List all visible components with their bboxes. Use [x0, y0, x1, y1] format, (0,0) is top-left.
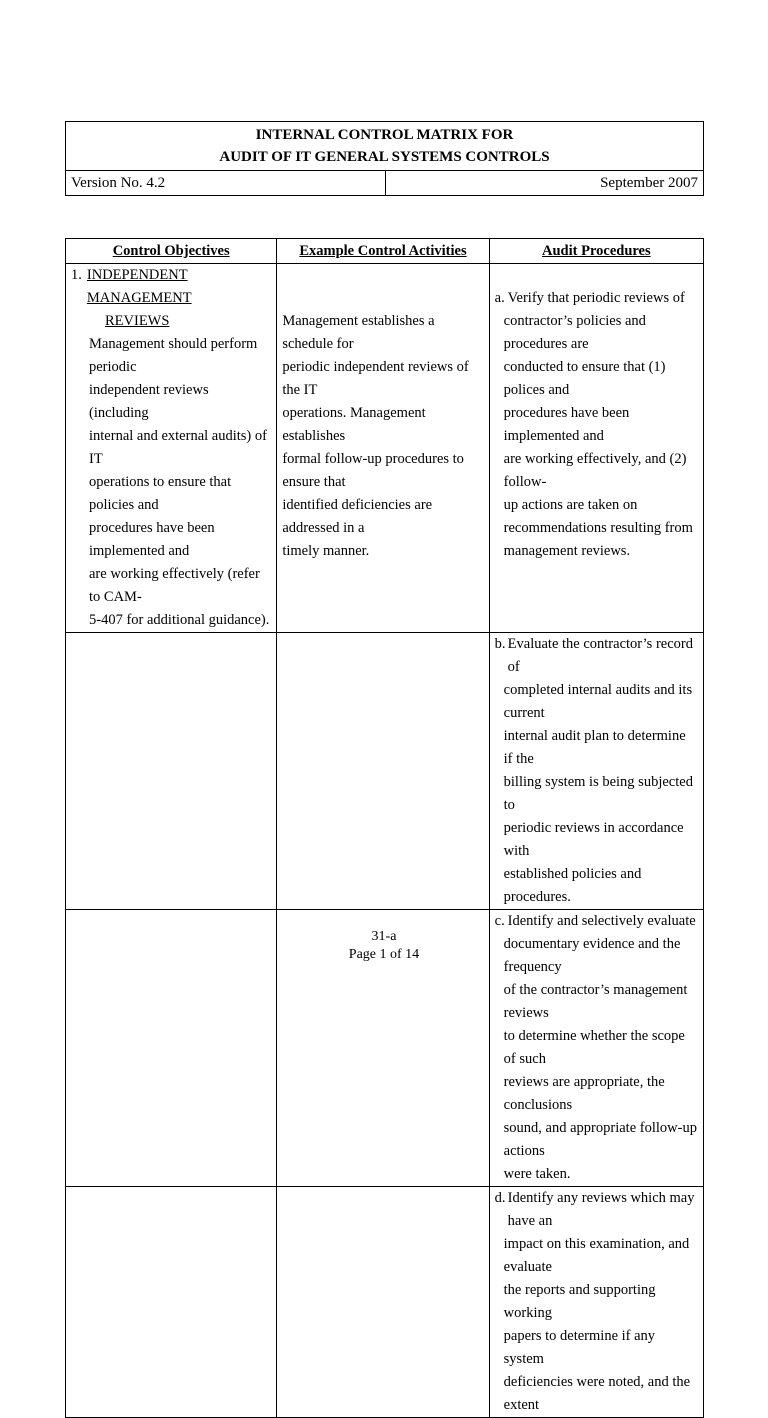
procedure-line: Identify and selectively evaluate: [507, 913, 696, 929]
procedure-letter: c.: [494, 913, 505, 929]
audit-procedure-cell-a: [489, 264, 703, 633]
procedure-line: procedures have been implemented and: [503, 405, 630, 444]
procedure-line: periodic reviews in accordance with: [503, 820, 684, 859]
objective-title-line-1: INDEPENDENT MANAGEMENT: [86, 267, 192, 306]
objective-line: Management should perform periodic: [89, 336, 258, 375]
procedure-line: papers to determine if any system: [503, 1328, 656, 1367]
procedure-line: impact on this examination, and evaluate: [503, 1236, 690, 1275]
activity-line: timely manner.: [282, 543, 370, 559]
control-objective-cell: [66, 264, 277, 633]
audit-procedure-cell-d: [489, 1187, 703, 1418]
objective-heading: [71, 264, 271, 310]
header-example-control-activities: Example Control Activities: [277, 239, 489, 264]
meta-row: [66, 171, 703, 195]
procedure-line: Identify any reviews which may have an: [507, 1190, 695, 1229]
objective-line: independent reviews (including: [89, 382, 209, 421]
empty-cell: [66, 1187, 277, 1418]
objective-line: are working effectively (refer to CAM-: [89, 566, 260, 605]
objective-line: internal and external audits) of IT: [89, 428, 267, 467]
activity-line: operations. Management establishes: [282, 405, 426, 444]
procedure-line: completed internal audits and its current: [503, 682, 693, 721]
procedure-line: the reports and supporting working: [503, 1282, 656, 1321]
document-date: September 2007: [600, 175, 698, 191]
procedure-line: Verify that periodic reviews of: [507, 290, 685, 306]
procedure-line: Evaluate the contractor’s record of: [507, 636, 693, 675]
activity-line: identified deficiencies are addressed in a: [282, 497, 433, 536]
title-area: [66, 122, 703, 171]
table-row: [66, 633, 704, 910]
procedure-line: reviews are appropriate, the conclusions: [503, 1074, 665, 1113]
objective-number: 1.: [71, 267, 82, 283]
table-row: [66, 1187, 704, 1418]
procedure-line: up actions are taken on: [503, 497, 638, 513]
objective-line: 5-407 for additional guidance).: [89, 612, 270, 628]
activity-line: formal follow-up procedures to ensure that: [282, 451, 464, 490]
header-control-objectives: Control Objectives: [66, 239, 277, 264]
page-number: Page 1 of 14: [348, 947, 420, 962]
empty-cell: [66, 633, 277, 910]
title-line-1: INTERNAL CONTROL MATRIX FOR: [255, 127, 514, 143]
audit-procedure-d: [495, 1187, 698, 1233]
objective-title-line-2: REVIEWS: [105, 313, 170, 329]
activity-line: periodic independent reviews of the IT: [282, 359, 469, 398]
procedure-line: internal audit plan to determine if the: [503, 728, 686, 767]
table-row: [66, 264, 704, 633]
procedure-line: established policies and procedures.: [503, 866, 642, 905]
version-number: Version No. 4.2: [66, 171, 386, 195]
procedure-letter: b.: [494, 636, 506, 652]
procedure-letter: d.: [494, 1190, 506, 1206]
procedure-line: contractor’s policies and procedures are: [503, 313, 646, 352]
procedure-line: sound, and appropriate follow-up actions: [503, 1120, 697, 1159]
procedure-line: to determine whether the scope of such: [503, 1028, 685, 1067]
procedure-line: of the contractor’s management reviews: [503, 982, 688, 1021]
procedure-line: documentary evidence and the frequency: [503, 936, 681, 975]
control-matrix-table: [65, 238, 704, 1418]
control-activity-cell: [277, 264, 489, 633]
activity-line: Management establishes a schedule for: [282, 313, 435, 352]
procedure-line: conducted to ensure that (1) polices and: [503, 359, 666, 398]
audit-procedure-b: [495, 633, 698, 679]
title-line-2: AUDIT OF IT GENERAL SYSTEMS CONTROLS: [219, 149, 550, 165]
procedure-line: billing system is being subjected to: [503, 774, 693, 813]
page-code: 31-a: [371, 929, 397, 944]
procedure-line: deficiencies were noted, and the extent: [503, 1374, 691, 1413]
procedure-line: are working effectively, and (2) follow-: [503, 451, 687, 490]
procedure-letter: a.: [494, 290, 505, 306]
header-box: [65, 121, 704, 196]
table-header-row: [66, 239, 704, 264]
empty-cell: [277, 1187, 489, 1418]
audit-procedure-cell-b: [489, 633, 703, 910]
empty-cell: [277, 633, 489, 910]
procedure-line: management reviews.: [503, 543, 631, 559]
audit-procedure-a: [495, 287, 698, 310]
objective-line: operations to ensure that policies and: [89, 474, 232, 513]
objective-line: procedures have been implemented and: [89, 520, 215, 559]
objective-body: [71, 333, 271, 632]
header-audit-procedures: Audit Procedures: [489, 239, 703, 264]
procedure-line: were taken.: [503, 1166, 571, 1182]
procedure-line: recommendations resulting from: [503, 520, 693, 536]
